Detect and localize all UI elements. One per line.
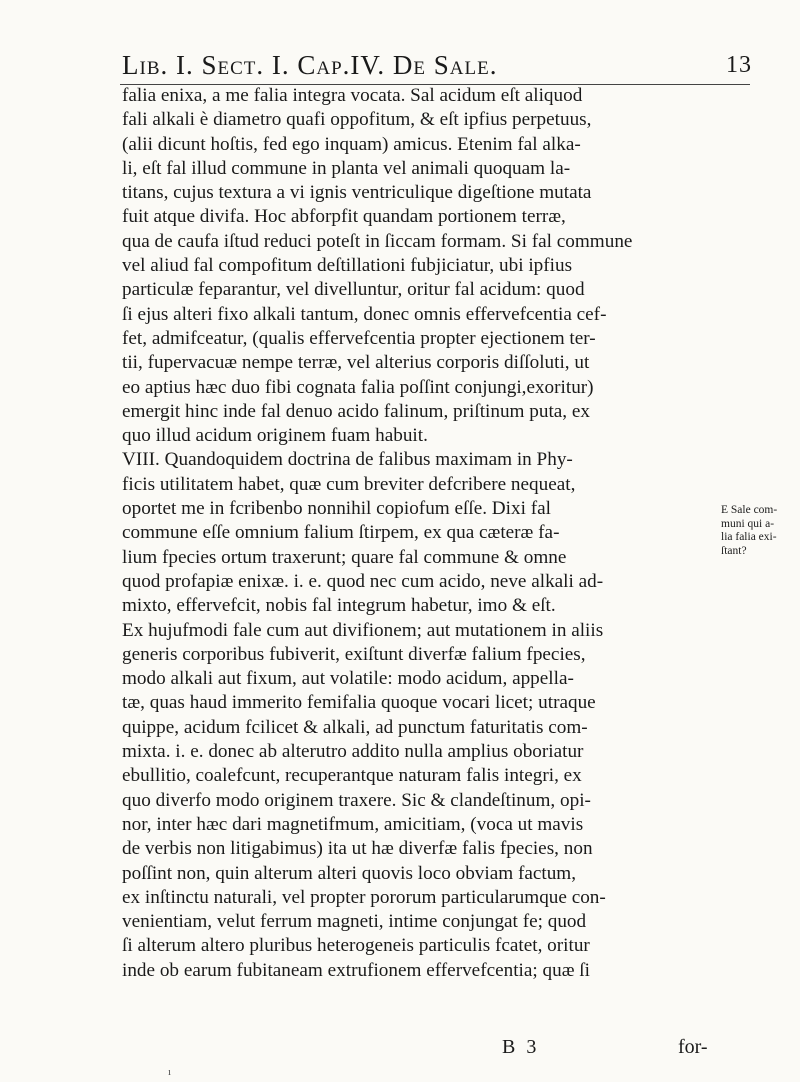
page-footer: [0, 1036, 800, 1062]
text-line: fet, admifceatur, (qualis effervefcentia propter ejectionem ter-: [122, 327, 596, 349]
text-line: ſi alterum altero pluribus heterogeneis particulis fcatet, oritur: [122, 935, 590, 957]
page-header: [112, 50, 752, 84]
text-line: vel aliud fal compofitum deſtillationi fubjiciatur, ubi ipfius: [122, 255, 573, 277]
text-line: (alii dicunt hoſtis, fed ego inquam) amicus. Etenim fal alka-: [122, 133, 581, 155]
text-line: quod profapiæ enixæ. i. e. quod nec cum acido, neve alkali ad-: [122, 570, 604, 592]
text-line: qua de caufa iſtud reduci poteſt in ſiccam formam. Si fal commune: [122, 230, 633, 252]
running-title: Lib. I. Sect. I. Cap.IV. De Sale.: [122, 50, 498, 80]
text-line: Ex hujufmodi fale cum aut divifionem; aut mutationem in aliis: [122, 619, 604, 641]
text-line: generis corporibus fubiverit, exiſtunt diverfæ falium fpecies,: [122, 643, 586, 665]
text-line: quo diverfo modo originem traxere. Sic & clandeſtinum, opi-: [122, 789, 591, 811]
text-line: mixta. i. e. donec ab alterutro addito nulla amplius oboriatur: [122, 741, 584, 763]
text-line: lium fpecies ortum traxerunt; quare fal commune & omne: [122, 546, 567, 568]
text-line: tii, fupervacuæ nempe terræ, vel alterius corporis diſſoluti, ut: [122, 352, 590, 374]
text-line: eo aptius hæc duo fibi cognata falia poſſint conjungi,exoritur): [122, 376, 594, 398]
signature-mark: B 3: [502, 1036, 540, 1058]
page-number: 13: [726, 52, 752, 78]
text-line: particulæ feparantur, vel divelluntur, oritur fal acidum: quod: [122, 279, 585, 301]
text-line: VIII. Quandoquidem doctrina de falibus maximam in Phy-: [122, 449, 573, 471]
stray-mark: ı: [168, 1066, 172, 1078]
text-line: inde ob earum fubitaneam extrufionem effervefcentia; quæ ſi: [122, 959, 590, 981]
text-line: ex inſtinctu naturali, vel propter pororum particularumque con-: [122, 886, 606, 908]
text-line: modo alkali aut fixum, aut volatile: modo acidum, appella-: [122, 668, 574, 690]
text-line: poſſint non, quin alterum alteri quovis loco obviam factum,: [122, 862, 577, 884]
text-line: venientiam, velut ferrum magneti, intime conjungat fe; quod: [122, 911, 587, 933]
catchword: for-: [678, 1036, 708, 1058]
text-line: commune eſſe omnium falium ſtirpem, ex qua cæteræ fa-: [122, 522, 560, 544]
text-line: oportet me in fcribenbo nonnihil copiofum eſſe. Dixi fal: [122, 498, 551, 520]
text-line: ſi ejus alteri fixo alkali tantum, donec omnis effervefcentia cef-: [122, 303, 607, 325]
marginal-note-line: lia falia exi-: [721, 531, 777, 543]
text-line: quippe, acidum fcilicet & alkali, ad punctum faturitatis com-: [122, 716, 588, 738]
text-line: titans, cujus textura a vi ignis ventriculique digeſtione mutata: [122, 182, 592, 204]
text-line: ficis utilitatem habet, quæ cum breviter defcribere nequeat,: [122, 473, 576, 495]
text-line: nor, inter hæc dari magnetifmum, amicitiam, (voca ut mavis: [122, 813, 584, 835]
marginal-note-line: E Sale com-: [721, 504, 778, 516]
text-line: emergit hinc inde fal denuo acido falinum, priſtinum puta, ex: [122, 400, 591, 422]
text-line: ebullitio, coalefcunt, recuperantque naturam falis integri, ex: [122, 765, 582, 787]
body-text: [122, 84, 712, 983]
text-line: quo illud acidum originem fuam habuit.: [122, 425, 428, 447]
text-line: falia enixa, a me falia integra vocata. Sal acidum eſt aliquod: [122, 85, 583, 106]
marginal-note-line: muni qui a-: [721, 517, 775, 530]
text-line: li, eſt fal illud commune in planta vel animali quoquam la-: [122, 157, 571, 179]
text-line: mixto, effervefcit, nobis fal integrum habetur, imo & eſt.: [122, 595, 556, 617]
text-line: fuit atque divifa. Hoc abforpfit quandam portionem terræ,: [122, 206, 566, 228]
text-line: de verbis non litigabimus) ita ut hæ diverfæ falis fpecies, non: [122, 838, 593, 860]
text-line: fali alkali è diametro quafi oppofitum, & eſt ipfius perpetuus,: [122, 109, 592, 131]
marginal-note: [721, 504, 799, 558]
text-line: tæ, quas haud immerito femifalia quoque vocari licet; utraque: [122, 692, 596, 714]
marginal-note-line: ſtant?: [721, 544, 747, 557]
